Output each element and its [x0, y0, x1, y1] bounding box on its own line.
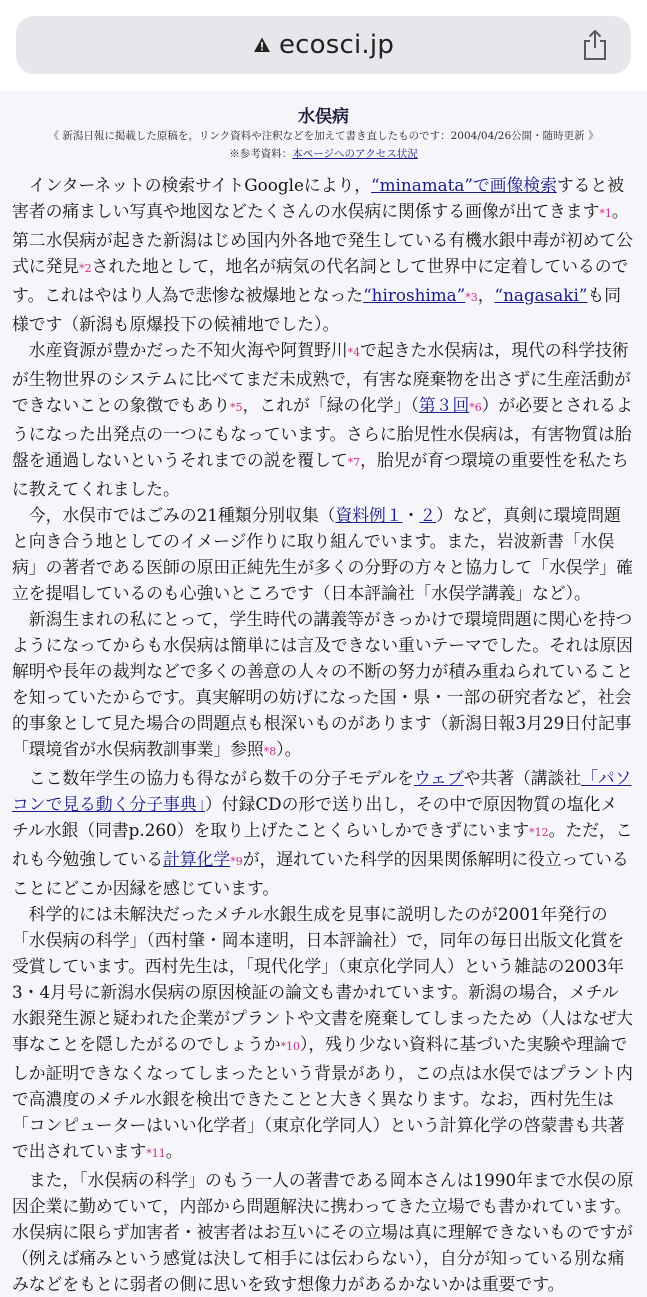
nagasaki-link[interactable]: “nagasaki” [494, 285, 588, 305]
reference-line [0, 146, 647, 161]
reference-marker: ※ [229, 148, 240, 160]
article-body [12, 172, 634, 1297]
paragraph-text: ここ数年学生の協力も得ながら数千の分子モデルを [28, 768, 414, 788]
warning-icon [253, 36, 271, 54]
paragraph-text: 新潟生まれの私にとって，学生時代の講義等がきっかけで環境問題に関心を持つようになってからも水俣病は簡単には言及できない重いテーマでした。それは原因解明や長年の裁判などで多くの善意の人々の不断の努力が積み重ねられていることを知っていたからです。真実解明の妨げになった国・県・一部の研究者など，社会的事象として見た場合の問題点も根深いものがあります（新潟日報3月29日付記事「環境省が水俣病教訓事業」参照 [12, 609, 633, 759]
paragraph-text: で起きた水俣病は，現代の科学技術が生物世界のシステムに比べてまだ未成熟で，有害な廃棄物を出さずに生産活動ができないことの象徴でもあり [12, 340, 631, 415]
footnote-10-link[interactable]: *10 [280, 1040, 301, 1053]
paragraph-text: 。第二水俣病が起きた新潟はじめ国内外各地で発生している有機水銀中毒が初めて公式に発見 [12, 201, 633, 276]
address-bar[interactable] [16, 16, 631, 74]
footnote-1-link[interactable]: *1 [599, 207, 612, 220]
paragraph-6 [12, 901, 634, 1167]
footnote-12-link[interactable]: *12 [529, 826, 549, 839]
footnote-2-link[interactable]: *2 [79, 262, 92, 275]
hiroshima-link[interactable]: “hiroshima” [363, 285, 466, 305]
paragraph-text: ）。 [276, 739, 302, 759]
paragraph-2 [12, 337, 634, 502]
paragraph-4 [12, 606, 634, 765]
paragraph-text: ）付録CDの形で送り出し，その中で原因物質の塩化メチル水銀（同書p.260）を取り上げたことくらいしかできずにいます [12, 794, 618, 840]
paragraph-text: 水産資源が豊かだった不知火海や阿賀野川 [28, 340, 348, 360]
paragraph-text: インターネットの検索サイトGoogleにより， [28, 175, 372, 195]
part-3-link[interactable]: 第３回 [418, 395, 470, 415]
paragraph-1 [12, 172, 634, 337]
share-icon[interactable] [581, 29, 609, 61]
footnote-5-link[interactable]: *5 [230, 401, 243, 414]
paragraph-text: ，これが「緑の化学」（ [242, 395, 419, 415]
paragraph-text: ， [477, 285, 495, 305]
footnote-4-link[interactable]: *4 [347, 346, 361, 359]
paragraph-text: また，「水俣病の科学」のもう一人の著書である岡本さんは1990年まで水俣の原因企業に勤めていて，内部から問題解決に携わってきた立場でも書かれています。水俣病に限らず加害者・被害者はお互いにその立場は真に理解できないものですが（例えば痛みという感覚は決して相手には伝わらない），自分が知っている別な痛みなどをもとに弱者の側に思いを致す想像力があるかないかは重要です。 [12, 1170, 634, 1294]
minamata-image-search-link[interactable]: “minamata”で画像検索 [371, 175, 557, 195]
paragraph-text: ），残り少ない資料に基づいた実験や理論でしか証明できなくなってしまったという背景があり，この点は水俣ではプラント内で高濃度のメチル水銀を検出できたことと大きく異なります。なお，西村先生は「コンピューターはいい化学者」（東京化学同人）という計算化学の啓蒙書も共著で出されています [12, 1034, 633, 1161]
footnote-11-link[interactable]: *11 [146, 1147, 166, 1160]
paragraph-text: や共著（講談社 [463, 768, 582, 788]
browser-toolbar [0, 0, 647, 90]
paragraph-text: 今，水俣市ではごみの21種類分別収集（ [28, 505, 336, 525]
footnote-7-link[interactable]: *7 [347, 456, 361, 469]
paragraph-3 [12, 502, 634, 606]
paragraph-text: ）など，真剣に環境問題と向き合う地としてのイメージ作りに取り組んでいます。また，岩波新書「水俣病」の著者である医師の原田正純先生が多くの分野の方々と協力して「水俣学」確立を提唱しているのも心強いところです（日本評論社「水俣学講義」など）。 [12, 505, 633, 603]
footnote-8-link[interactable]: *8 [263, 745, 277, 758]
paragraph-text: も同様です（新潟も原爆投下の候補地でした）。 [12, 285, 621, 334]
address-bar-content [16, 16, 631, 74]
paragraph-text: ）が必要とされるようになった出発点の一つにもなっています。さらに胎児性水俣病は，有害物質は胎盤を通過しないというそれまでの説を覆して [12, 395, 633, 470]
paragraph-text: された地として，地名が病気の代名詞として世界中に定着しているのです。これはやはり人為で悲惨な被爆地となった [12, 256, 629, 305]
material-example-2-link[interactable]: ２ [419, 505, 437, 525]
computational-chemistry-link[interactable]: 計算化学 [163, 849, 231, 869]
url-text: ecosci.jp [278, 30, 395, 60]
paragraph-text: が，遅れていた科学的因果関係解明に役立っていることにどこか因縁を感じています。 [12, 849, 629, 898]
footnote-3-link[interactable]: *3 [465, 291, 478, 304]
page-title: 水俣病 [298, 107, 349, 127]
paragraph-text: すると被害者の痛ましい写真や地図などたくさんの水俣病に関係する画像が出てきます [12, 175, 625, 221]
molecule-dictionary-link[interactable]: 「パソコンで見る動く分子事典」 [12, 768, 632, 814]
paragraph-text: ・ [402, 505, 420, 525]
web-link[interactable]: ウェブ [413, 768, 464, 788]
reference-prefix: 参考資料： [239, 148, 293, 160]
footnote-6-link[interactable]: *6 [469, 401, 482, 414]
footnote-9-link[interactable]: *9 [230, 855, 243, 868]
paragraph-text: 。ただ，これも今勉強している [12, 820, 633, 869]
paragraph-text: 科学的には未解決だったメチル水銀生成を見事に説明したのが2001年発行の「水俣病の科学」（西村肇・岡本達明，日本評論社）で，同年の毎日出版文化賞を受賞しています。西村先生は，「現代化学」（東京化学同人）という雑誌の2003年3・4月号に新潟水俣病の原因検証の論文も書かれています。新潟の場合，メチル水銀発生源と疑われた企業がプラントや文書を廃棄してしまったため（人はなぜ大事なことを隠したがるのでしょうか [12, 904, 633, 1054]
paragraph-text: ，胎児が育つ環境の重要性を私たちに教えてくれました。 [12, 450, 629, 499]
paragraph-5 [12, 765, 634, 901]
paragraph-text: 。 [165, 1141, 183, 1161]
material-example-1-link[interactable]: 資料例１ [335, 505, 403, 525]
paragraph-7 [12, 1167, 634, 1297]
page-subtitle: 《 新潟日報に掲載した原稿を，リンク資料や注釈などを加えて書き直したものです：2004/04/26公開・随時更新 》 [48, 130, 599, 142]
access-status-link[interactable]: 本ページへのアクセス状況 [292, 148, 418, 160]
web-page [0, 90, 647, 1294]
